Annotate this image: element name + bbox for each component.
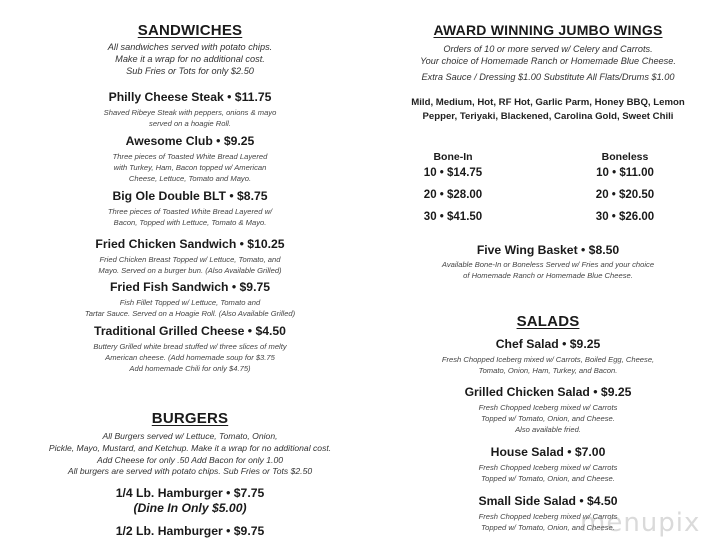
menu-item-desc: Shaved Ribeye Steak with peppers, onions & mayo served on a hoagie Roll. — [103, 108, 277, 128]
menu-item-desc: Fresh Chopped Iceberg mixed w/ Carrots, Boiled Egg, Cheese, Tomato, Onion, Ham, Turkey, and Bacon. — [441, 355, 655, 375]
menu-item-desc: Fried Chicken Breast Topped w/ Lettuce, Tomato, and Mayo. Served on a burger bun. (Also Available Grilled) — [98, 255, 282, 275]
wing-sauces: Mild, Medium, Hot, RF Hot, Garlic Parm, Honey BBQ, Lemon Pepper, Teriyaki, Blackened, Carolina Gold, Sweet Chili — [411, 97, 685, 122]
menu-item-desc: Fresh Chopped Iceberg mixed w/ Carrots Topped w/ Tomato, Onion, and Cheese. Also available fried. — [478, 403, 618, 434]
bone-in-label: Bone-In — [433, 151, 473, 163]
menu-item-title: Chef Salad • $9.25 — [495, 337, 601, 351]
note-line: All sandwiches served with potato chips. — [107, 42, 273, 52]
note-line: Make it a wrap for no additional cost. — [115, 54, 265, 64]
watermark: menupix — [580, 508, 701, 538]
menu-item-desc: Fresh Chopped Iceberg mixed w/ Carrots Topped w/ Tomato, Onion, and Cheese. — [478, 512, 618, 532]
menu-item-title: Big Ole Double BLT • $8.75 — [112, 189, 268, 203]
boneless-label: Boneless — [601, 151, 649, 163]
menu-item-desc: Buttery Grilled white bread stuffed w/ three slices of melty American cheese. (Add homemade soup for $3.75 Add homemade Chili for only $4.75) — [93, 342, 287, 373]
menu-item-title: Traditional Grilled Cheese • $4.50 — [94, 324, 286, 338]
menu-item-title: 1/2 Lb. Hamburger • $9.75 — [115, 524, 265, 538]
menu-item-title: Philly Cheese Steak • $11.75 — [108, 90, 272, 104]
wings-notes: Orders of 10 or more served w/ Celery and Carrots. Your choice of Homemade Ranch or Homemade Blue Cheese. Extra Sauce / Dressing $1.00 Substitute All Flats/Drums $1.00 — [420, 44, 676, 82]
menu-item-subtitle: (Dine In Only $5.00) — [133, 501, 247, 515]
menu-item-desc: Three pieces of Toasted White Bread Layered w/ Bacon, Topped with Lettuce, Tomato & Mayo. — [107, 207, 273, 227]
menu-item-desc: Available Bone-In or Boneless Served w/ Fries and your choice of Homemade Ranch or Homemade Blue Cheese. — [441, 260, 655, 280]
boneless-prices: Boneless 10 • $11.00 20 • $20.50 30 • $26.00 — [570, 151, 680, 228]
note-line: Sub Fries or Tots for only $2.50 — [126, 66, 254, 76]
menu-item-title: 1/4 Lb. Hamburger • $7.75 — [115, 486, 265, 500]
burgers-notes: All Burgers served w/ Lettuce, Tomato, Onion, Pickle, Mayo, Mustard, and Ketchup. Make it a wrap for no additional cost. Add Cheese for only .50 Add Bacon for only 1.00 All burgers are served with potato chips. Sub Fries or Tots $2.50 — [48, 431, 332, 477]
menu-item-title: Awesome Club • $9.25 — [125, 134, 255, 148]
burgers-heading: BURGERS — [151, 410, 229, 427]
menu-item-desc: Three pieces of Toasted White Bread Layered with Turkey, Ham, Bacon topped w/ American Cheese, Lettuce, Tomato and Mayo. — [112, 152, 268, 183]
salads-heading: SALADS — [516, 313, 580, 330]
menu-item-title: Fried Chicken Sandwich • $10.25 — [95, 237, 285, 251]
menu-item-title: Grilled Chicken Salad • $9.25 — [464, 385, 632, 399]
menu-item-desc: Fresh Chopped Iceberg mixed w/ Carrots Topped w/ Tomato, Onion, and Cheese. — [478, 463, 618, 483]
menu-item-desc: Fish Fillet Topped w/ Lettuce, Tomato and Tartar Sauce. Served on a Hoagie Roll. (Also Available Grilled) — [84, 298, 296, 318]
menu-item-title: House Salad • $7.00 — [490, 445, 606, 459]
menu-item-title: Five Wing Basket • $8.50 — [476, 243, 620, 257]
sandwiches-notes — [20, 41, 360, 77]
wings-heading: AWARD WINNING JUMBO WINGS — [433, 22, 663, 38]
menu-item-title: Small Side Salad • $4.50 — [478, 494, 618, 508]
sandwiches-heading: SANDWICHES — [137, 22, 243, 39]
menu-item-title: Fried Fish Sandwich • $9.75 — [109, 280, 271, 294]
bone-in-prices: Bone-In 10 • $14.75 20 • $28.00 30 • $41.50 — [398, 151, 508, 228]
